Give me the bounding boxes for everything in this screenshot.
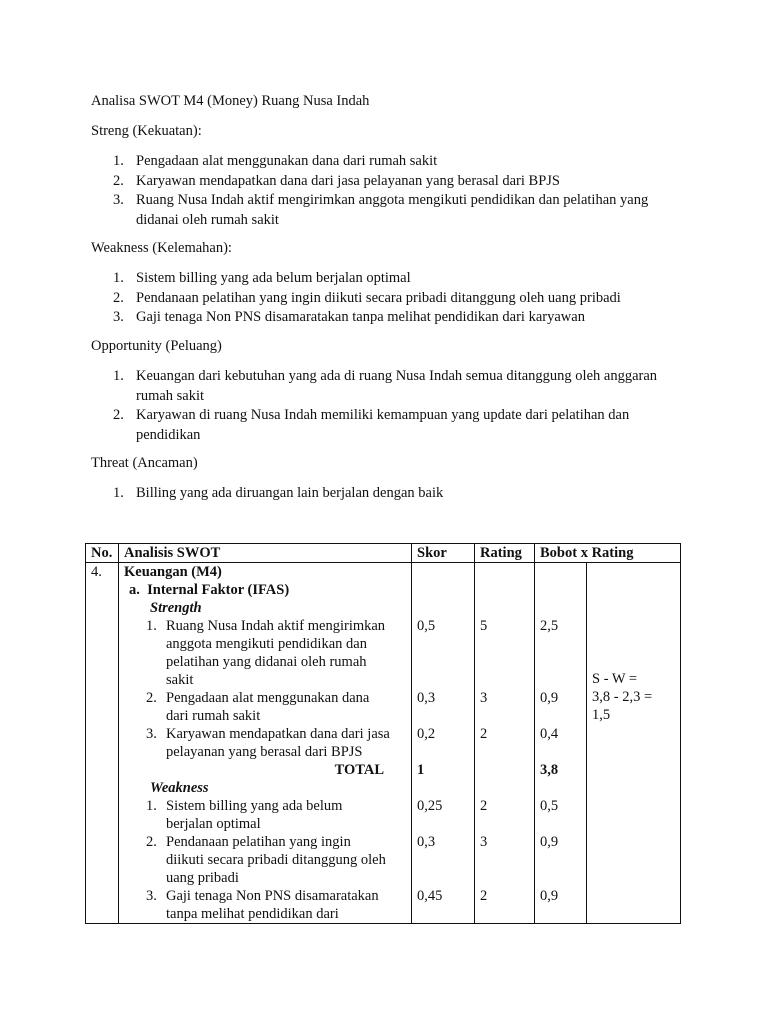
list-item: 1. Billing yang ada diruangan lain berjalan dengan baik — [113, 485, 444, 501]
table-header-row — [86, 544, 681, 563]
weakness-item: 3. Gaji tenaga Non PNS disamaratakan tanpa melihat pendidikan dari — [146, 888, 379, 922]
strength-item: 2. Pengadaan alat menggunakan dana dari rumah sakit — [146, 690, 370, 724]
rating-cell: 5 3 2 2 3 2 — [475, 563, 535, 924]
strength-item: 1. Ruang Nusa Indah aktif mengirimkan anggota mengikuti pendidikan dan pelatihan yang didanai oleh rumah sakit — [146, 618, 386, 688]
threat-list — [113, 484, 683, 504]
header-skor: Skor — [412, 544, 475, 563]
row-number: 4. — [86, 563, 119, 924]
strength-subheading: Strength — [150, 600, 202, 616]
list-item: 2. Karyawan mendapatkan dana dari jasa pelayanan yang berasal dari BPJS — [113, 172, 560, 189]
header-analisis: Analisis SWOT — [119, 544, 412, 563]
factor-label: a. Internal Faktor (IFAS) — [129, 582, 290, 598]
list-item: 2. Karyawan di ruang Nusa Indah memiliki kemampuan yang update dari pelatihan dan pendidikan — [113, 407, 630, 443]
header-no: No. — [86, 544, 119, 563]
opportunity-heading: Opportunity (Peluang) — [91, 338, 222, 354]
weakness-heading: Weakness (Kelemahan): — [91, 240, 232, 256]
table-row — [86, 563, 681, 924]
list-item: 1. Keuangan dari kebutuhan yang ada di ruang Nusa Indah semua ditanggung oleh anggaran rumah sakit — [113, 368, 658, 404]
list-item: 1. Sistem billing yang ada belum berjalan optimal — [113, 270, 411, 286]
analysis-cell — [119, 563, 412, 924]
list-item: 3. Ruang Nusa Indah aktif mengirimkan anggota mengikuti pendidikan dan pelatihan yang didanai oleh rumah sakit — [113, 192, 649, 228]
strength-item: 3. Karyawan mendapatkan dana dari jasa pelayanan yang berasal dari BPJS — [146, 726, 390, 760]
document-title: Analisa SWOT M4 (Money) Ruang Nusa Indah — [91, 93, 370, 109]
category-label: Keuangan (M4) — [124, 564, 222, 580]
weakness-item: 1. Sistem billing yang ada belum berjalan optimal — [146, 798, 343, 832]
threat-heading: Threat (Ancaman) — [91, 455, 198, 471]
strength-heading: Streng (Kekuatan): — [91, 123, 202, 139]
header-bobot: Bobot x Rating — [535, 544, 681, 563]
opportunity-list — [113, 367, 683, 445]
strength-list — [113, 152, 683, 230]
list-item: 1. Pengadaan alat menggunakan dana dari rumah sakit — [113, 153, 438, 169]
list-item: 2. Pendanaan pelatihan yang ingin diikuti secara pribadi ditanggung oleh uang pribadi — [113, 289, 621, 306]
skor-cell: 0,5 0,3 0,2 1 0,25 0,3 0,45 — [412, 563, 475, 924]
weakness-subheading: Weakness — [150, 780, 209, 796]
weakness-list — [113, 269, 683, 328]
header-rating: Rating — [475, 544, 535, 563]
bobot-cell: 2,5 0,9 0,4 3,8 0,5 0,9 0,9 — [535, 563, 587, 924]
total-label: TOTAL — [334, 762, 384, 778]
sw-result-cell: S - W = 3,8 - 2,3 = 1,5 — [587, 563, 681, 924]
list-item: 3. Gaji tenaga Non PNS disamaratakan tanpa melihat pendidikan dari karyawan — [113, 309, 585, 325]
swot-table — [85, 543, 681, 924]
weakness-item: 2. Pendanaan pelatihan yang ingin diikuti secara pribadi ditanggung oleh uang pribadi — [146, 834, 386, 886]
